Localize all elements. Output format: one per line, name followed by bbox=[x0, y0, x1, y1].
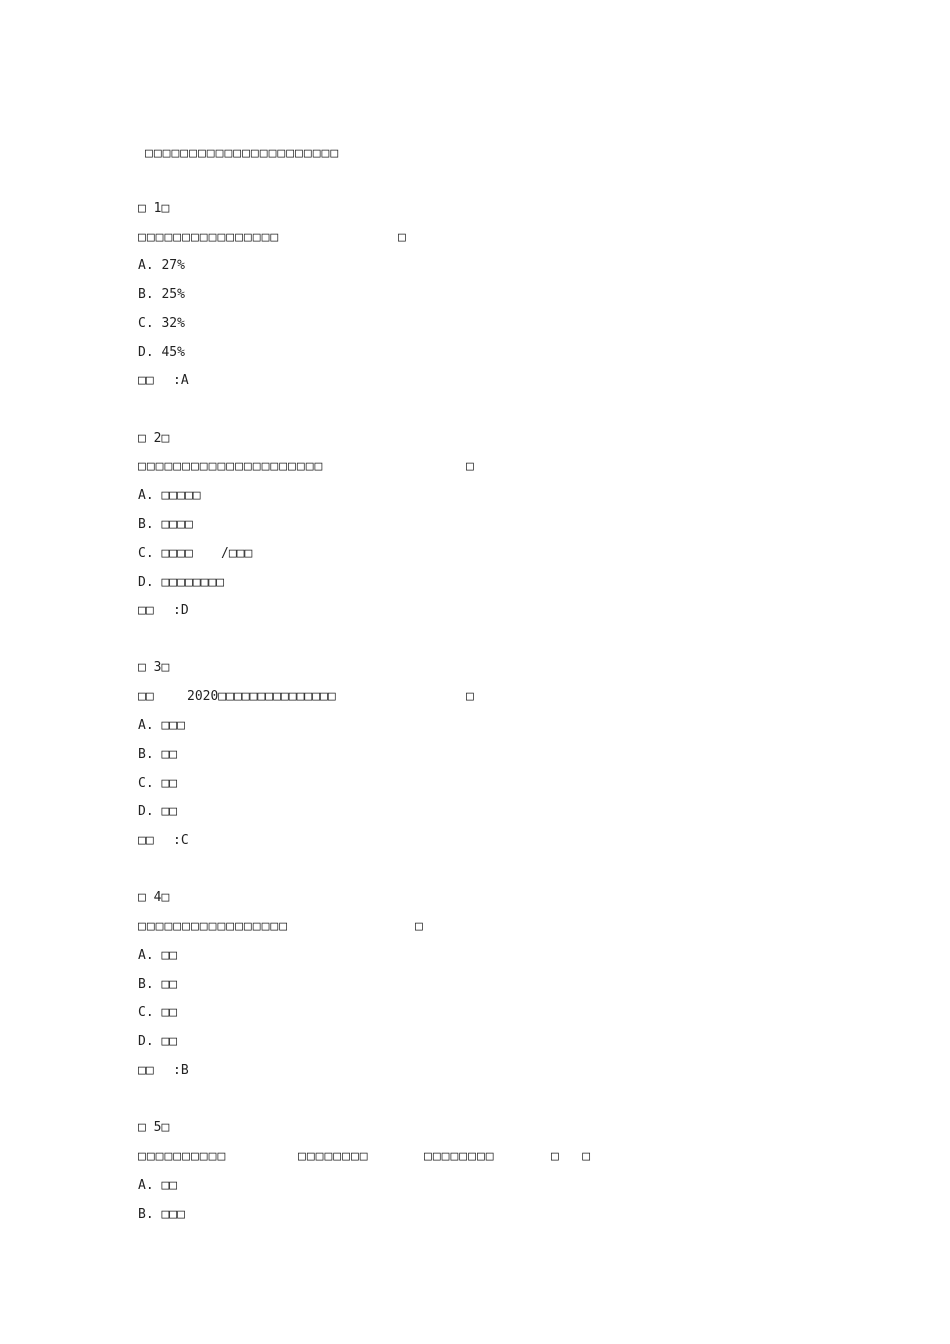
answer-blank: □ bbox=[415, 919, 423, 934]
option-b: B. □□ bbox=[138, 977, 178, 992]
option-b: B. □□□ bbox=[138, 1207, 185, 1222]
option-d: D. □□□□□□□□ bbox=[138, 575, 225, 590]
question-number: □ 1□ bbox=[138, 201, 170, 216]
option-c: C. □□ bbox=[138, 1005, 178, 1020]
question-stem: □□□□□□□□□□□□□□□□□□□□□ bbox=[138, 459, 324, 474]
answer-label: □□ bbox=[138, 1063, 154, 1078]
question-stem-part2: □□□□□□□□ bbox=[298, 1149, 369, 1164]
option-a: A. □□□□□ bbox=[138, 488, 201, 503]
option-c: C. □□ bbox=[138, 776, 178, 791]
answer-blank: □ bbox=[398, 230, 406, 245]
answer-label: □□ bbox=[138, 603, 154, 618]
answer-blank: □ □ bbox=[551, 1149, 591, 1164]
answer-label: □□ bbox=[138, 833, 154, 848]
option-a: A. □□ bbox=[138, 1178, 178, 1193]
answer-blank: □ bbox=[466, 459, 474, 474]
option-c: C. □□□□ bbox=[138, 546, 193, 561]
option-b: B. 25% bbox=[138, 287, 185, 302]
question-number: □ 3□ bbox=[138, 660, 170, 675]
answer-value: :A bbox=[173, 373, 189, 388]
question-stem: □□□□□□□□□□□□□□□□ bbox=[138, 230, 280, 245]
document-title: □□□□□□□□□□□□□□□□□□□□□□ bbox=[145, 146, 340, 161]
option-c: C. 32% bbox=[138, 316, 185, 331]
question-stem: □□□□□□□□□□□□□□□□□ bbox=[138, 919, 289, 934]
option-b: B. □□ bbox=[138, 747, 178, 762]
answer-value: :C bbox=[173, 833, 189, 848]
answer-blank: □ bbox=[466, 689, 474, 704]
answer-value: :D bbox=[173, 603, 189, 618]
question-stem: 2020□□□□□□□□□□□□□□□ bbox=[187, 689, 336, 704]
question-stem-prefix: □□ bbox=[138, 689, 154, 704]
option-a: A. □□□ bbox=[138, 718, 185, 733]
question-stem-part3: □□□□□□□□ bbox=[424, 1149, 495, 1164]
question-number: □ 5□ bbox=[138, 1120, 170, 1135]
option-d: D. □□ bbox=[138, 804, 178, 819]
option-c-extra: /□□□ bbox=[221, 546, 253, 561]
option-d: D. □□ bbox=[138, 1034, 178, 1049]
option-d: D. 45% bbox=[138, 345, 185, 360]
option-a: A. 27% bbox=[138, 258, 185, 273]
question-number: □ 4□ bbox=[138, 890, 170, 905]
answer-value: :B bbox=[173, 1063, 189, 1078]
question-stem: □□□□□□□□□□ bbox=[138, 1149, 227, 1164]
option-a: A. □□ bbox=[138, 948, 178, 963]
answer-label: □□ bbox=[138, 373, 154, 388]
question-number: □ 2□ bbox=[138, 431, 170, 446]
option-b: B. □□□□ bbox=[138, 517, 193, 532]
